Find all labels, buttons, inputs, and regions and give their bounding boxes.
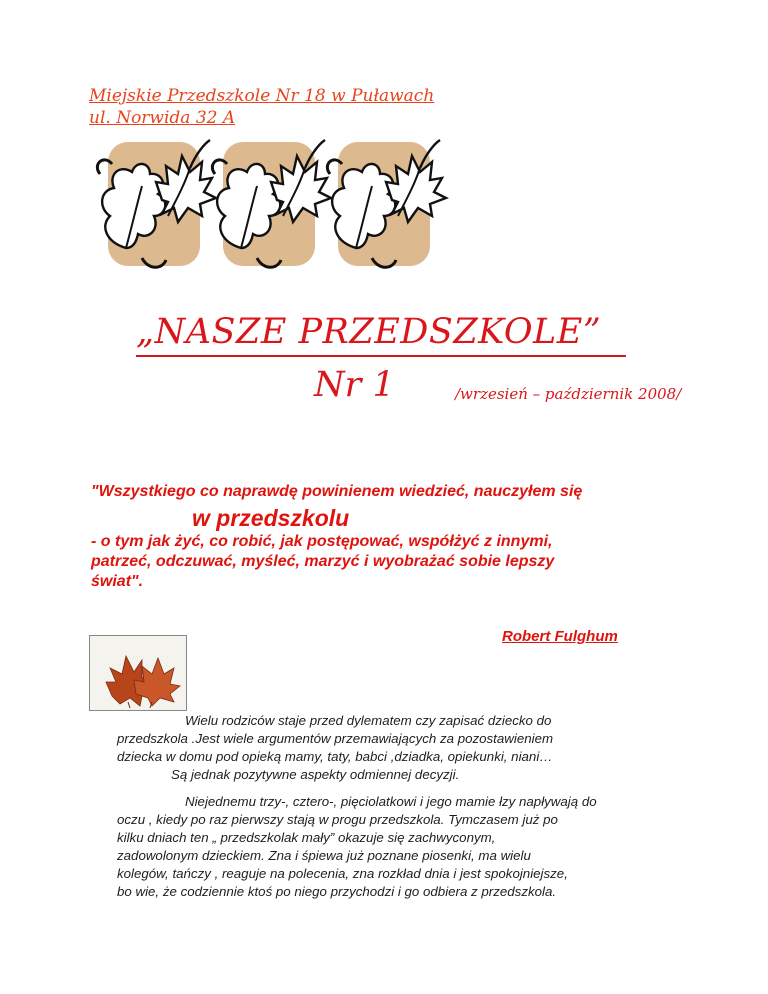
school-address: ul. Norwida 32 A <box>89 108 236 128</box>
quote-line-1: "Wszystkiego co naprawdę powinienem wiedzieć, nauczyłem się <box>91 483 583 500</box>
quote-line-4: świat". <box>91 573 144 590</box>
paragraph-2 <box>117 793 677 901</box>
paragraph-1-line-3: dziecka w domu pod opieką mamy, taty, babci ,dziadka, opiekunki, niani… <box>117 749 553 764</box>
quote-highlight: w przedszkolu <box>192 505 350 531</box>
issue-number: Nr 1 <box>314 365 395 405</box>
newsletter-title: „NASZE PRZEDSZKOLE” <box>136 312 602 352</box>
paragraph-1-line-4: Są jednak pozytywne aspekty odmiennej decyzji. <box>171 767 460 782</box>
issue-date: /wrzesień – październik 2008/ <box>455 385 682 403</box>
paragraph-2-line-3: kilku dniach ten „ przedszkolak mały” okazuje się zachwyconym, <box>117 830 496 845</box>
paragraph-2-line-6: bo wie, że codziennie ktoś po niego przychodzi i go odbiera z przedszkola. <box>117 884 557 899</box>
paragraph-1-line-1: Wielu rodziców staje przed dylematem czy zapisać dziecko do <box>185 713 552 728</box>
title-underline <box>136 355 626 357</box>
autumn-leaves-banner-icon <box>86 130 456 280</box>
paragraph-1-line-2: przedszkola .Jest wiele argumentów przemawiających za pozostawieniem <box>117 731 554 746</box>
paragraph-2-line-1: Niejednemu trzy-, cztero-, pięciolatkowi i jego mamie łzy napływają do <box>185 794 597 809</box>
quote-author: Robert Fulghum <box>502 628 618 645</box>
paragraph-2-line-4: zadowolonym dzieckiem. Zna i śpiewa już poznane piosenki, ma wielu <box>117 848 531 863</box>
paragraph-1 <box>117 712 677 784</box>
paragraph-2-line-5: kolegów, tańczy , reaguje na polecenia, zna rozkład dnia i jest spokojniejsze, <box>117 866 568 881</box>
paragraph-2-line-2: oczu , kiedy po raz pierwszy stają w progu przedszkola. Tymczasem już po <box>117 812 558 827</box>
school-name: Miejskie Przedszkole Nr 18 w Puławach <box>89 86 435 106</box>
quote-line-3: patrzeć, odczuwać, myśleć, marzyć i wyobrażać sobie lepszy <box>91 553 555 570</box>
maple-leaf-photo-icon <box>89 635 187 711</box>
quote-line-2: - o tym jak żyć, co robić, jak postępować, współżyć z innymi, <box>91 533 553 550</box>
